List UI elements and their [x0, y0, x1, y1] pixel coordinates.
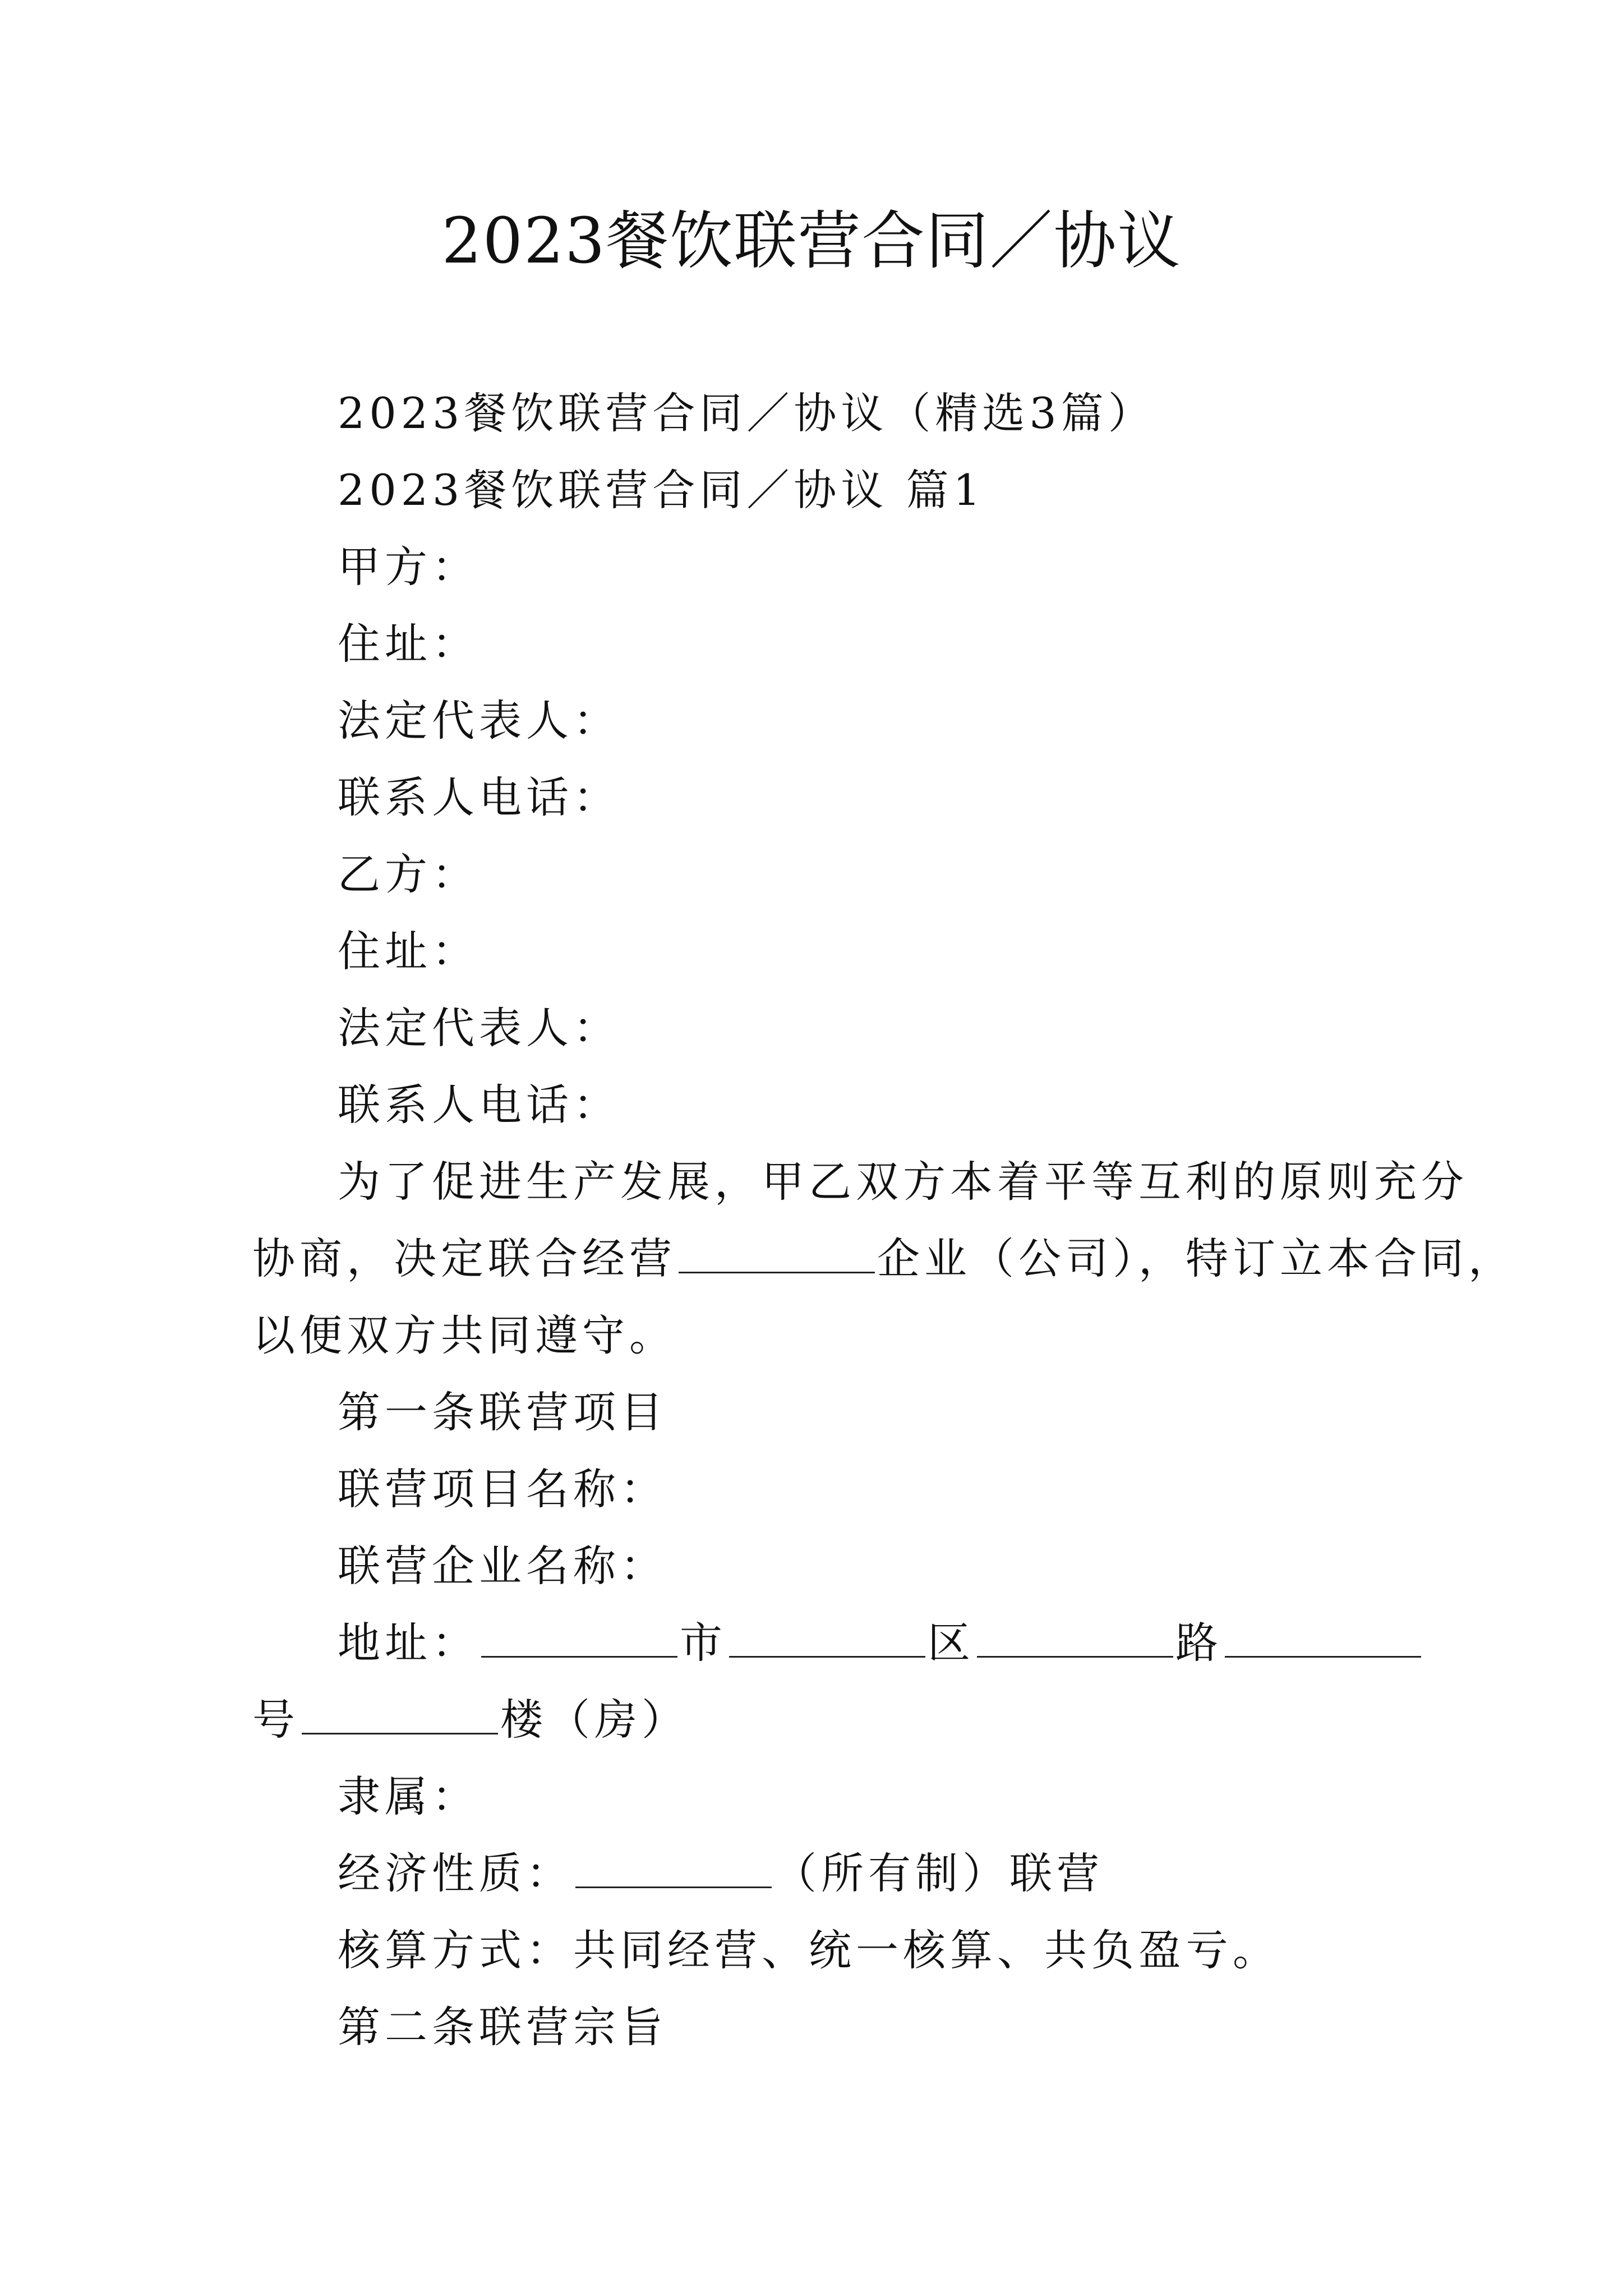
economic-nature-suffix: （所有制）联营 [774, 1848, 1104, 1898]
address-road: 路 [1175, 1618, 1223, 1668]
intro-line-3: 以便双方共同遵守。 [252, 1310, 676, 1360]
address-number: 号 [252, 1695, 299, 1745]
project-name-field: 联营项目名称： [338, 1464, 667, 1514]
intro-line-2 [252, 1220, 1515, 1297]
affiliation-field: 隶属： [338, 1772, 479, 1821]
building-blank [302, 1691, 498, 1734]
party-b-label: 乙方： [338, 849, 479, 899]
number-blank [1225, 1614, 1421, 1658]
party-b-contact: 联系人电话： [338, 1080, 620, 1130]
address-city: 市 [680, 1618, 727, 1668]
party-b-legal-rep: 法定代表人： [338, 1003, 620, 1053]
intro-line-1: 为了促进生产发展，甲乙双方本着平等互利的原则充分 [338, 1157, 1468, 1207]
ownership-blank [575, 1845, 772, 1888]
accounting-method: 核算方式：共同经营、统一核算、共负盈亏。 [338, 1925, 1280, 1975]
part-heading: 2023餐饮联营合同／协议 篇1 [338, 465, 985, 515]
address-label: 地址： [338, 1618, 479, 1668]
city-blank [481, 1614, 677, 1658]
district-blank [729, 1614, 925, 1658]
address-district: 区 [928, 1618, 975, 1668]
party-a-legal-rep: 法定代表人： [338, 696, 620, 746]
address-line-1 [252, 1604, 1385, 1681]
party-a-address: 住址： [338, 619, 479, 669]
document-subtitle: 2023餐饮联营合同／协议（精选3篇） [338, 388, 1155, 438]
intro-line-2-end: 企业（公司），特订立本合同， [877, 1234, 1515, 1283]
enterprise-name-field: 联营企业名称： [338, 1541, 667, 1591]
article-1-heading: 第一条联营项目 [338, 1387, 667, 1437]
article-2-heading: 第二条联营宗旨 [338, 2002, 667, 2052]
party-a-label: 甲方： [338, 542, 479, 592]
address-building: 楼（房） [500, 1695, 689, 1745]
economic-nature-label: 经济性质： [338, 1848, 573, 1898]
road-blank [977, 1614, 1173, 1658]
intro-line-2-start: 协商，决定联合经营 [252, 1234, 676, 1283]
party-a-contact: 联系人电话： [338, 772, 620, 822]
document-body [252, 375, 1515, 2065]
economic-nature-line [252, 1835, 1385, 1912]
document-title: 2023餐饮联营合同／协议 [441, 205, 1182, 278]
party-b-address: 住址： [338, 926, 479, 976]
enterprise-blank [679, 1230, 875, 1273]
address-line-2 [252, 1681, 1385, 1758]
